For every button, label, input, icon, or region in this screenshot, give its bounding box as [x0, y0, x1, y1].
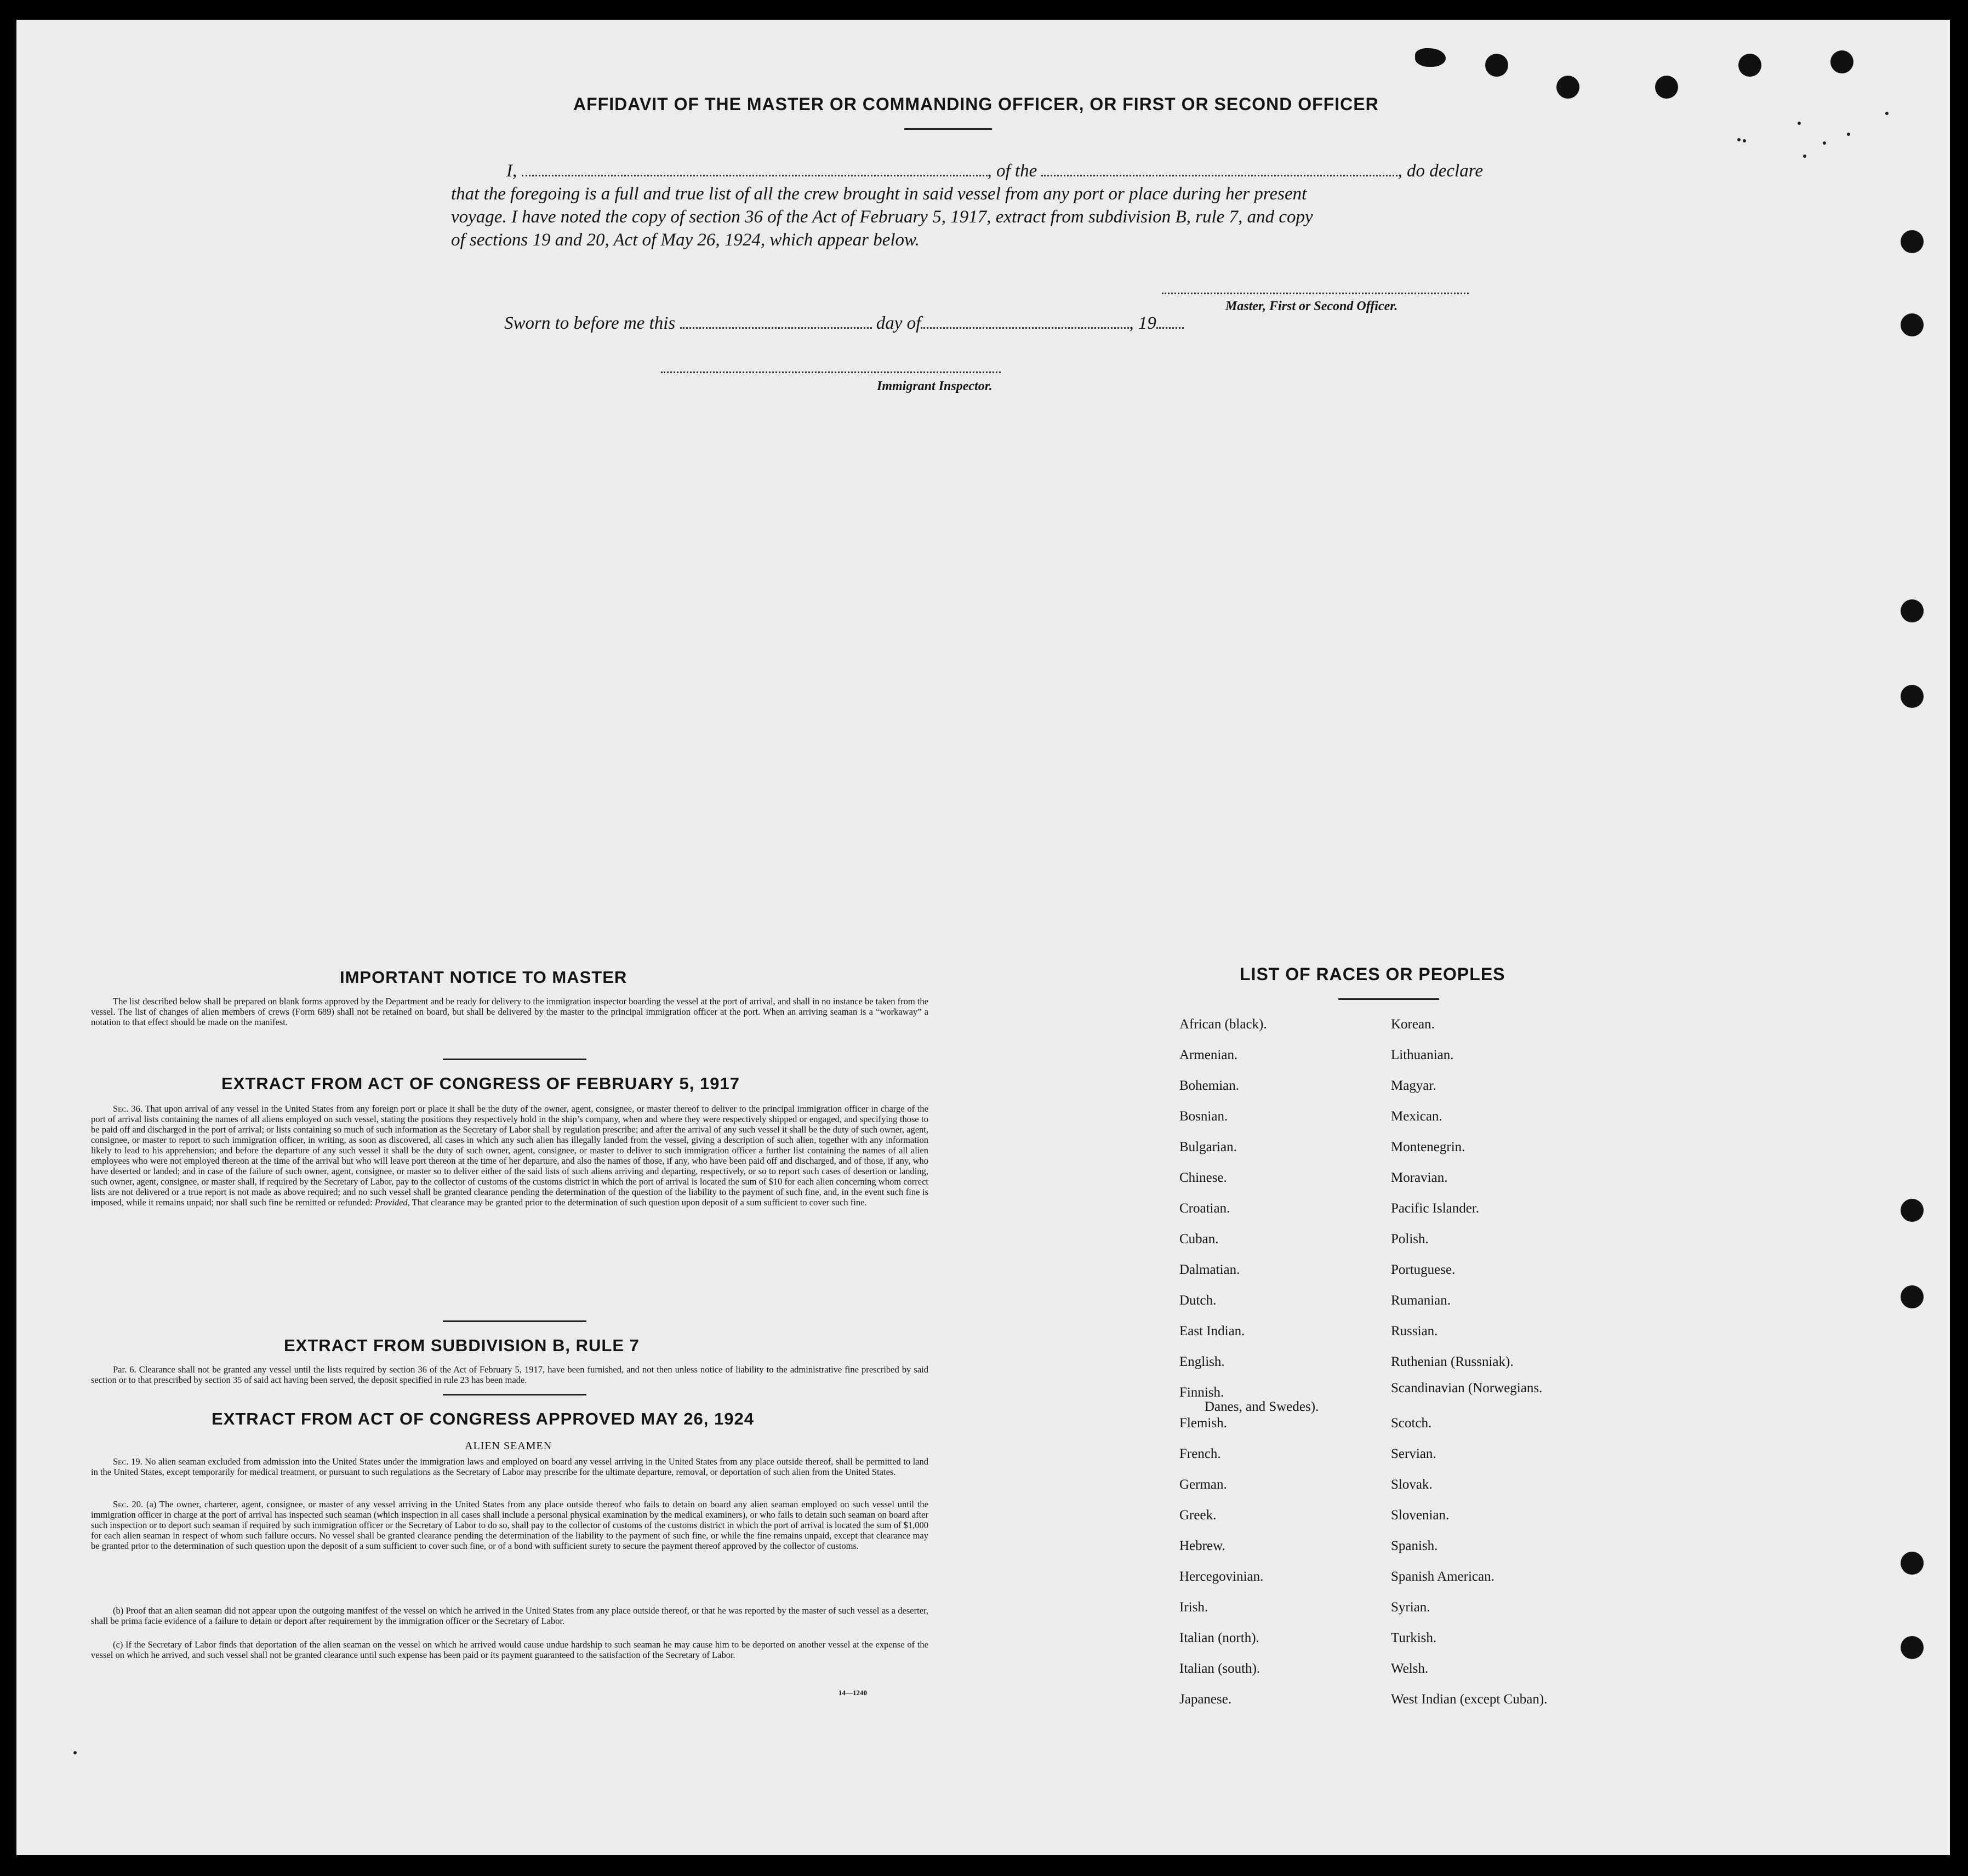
master-label: Master, First or Second Officer.	[1225, 299, 1398, 313]
race-item: Japanese.	[1179, 1692, 1232, 1707]
race-item: Portuguese.	[1391, 1262, 1456, 1277]
race-item: French.	[1179, 1446, 1221, 1461]
races-title-underline	[1338, 998, 1439, 1000]
race-item: Turkish.	[1391, 1631, 1437, 1645]
race-item: Slovak.	[1391, 1477, 1433, 1492]
race-item: Croatian.	[1179, 1201, 1230, 1216]
sec-19-label: Sec. 19.	[113, 1456, 142, 1467]
race-item: Greek.	[1179, 1508, 1217, 1523]
race-item: African (black).	[1179, 1017, 1267, 1032]
ink-speck	[1798, 122, 1801, 125]
sec-36-body: That upon arrival of any vessel in the United States from any foreign port or place it shall be the duty of the owner, agent, consignee, or master thereof to deliver to the principal immigration officer in charge of the port of arrival lists containing the names of all aliens employed on such vessel, stating the positions they respectively hold in the ship’s company, when and where they were respectively shipped or engaged, and specifying those to be paid off and discharged in the port of arrival; or lists containing so much of such information as the Secretary of Labor shall by regulation prescribe; and after the arrival of any such vessel it shall be the duty of such owner, agent, consignee, or master to report to such immigration officer, in writing, as soon as discovered, all cases in which any such alien has illegally landed from the vessel, giving a description of such alien, together with any information likely to lead to his apprehension; and before the departure of any such vessel it shall be the duty of such owner, agent, consignee, or master to deliver to such immigration officer a further list containing the names of all alien employees who were not employed thereon at the time of the arrival but who will leave port thereon at the time of her departure, and also the names of those, if any, who have been paid off and discharged, and of those, if any, who have deserted or landed; and in case of the failure of such owner, agent, consignee, or master so to deliver either of the said lists of such aliens arriving and departing, respectively, or so to report such cases of desertion or landing, such owner, agent, consignee, or master shall, if required by the Secretary of Labor, pay to the collector of customs of the customs district in which the port of arrival is located the sum of $10 for each alien concerning whom correct lists are not delivered or a true report is not made as above required; and no such vessel shall be granted clearance pending the determination of the question of the liability to the payment of such fine, and, in the event such fine is imposed, while it remains unpaid; nor shall such fine be remitted or refunded:	[91, 1103, 929, 1208]
sec-20c-text: (c) If the Secretary of Labor finds that deportation of the alien seaman on the vessel on which he arrived would cause undue hardship to such seaman he may cause him to be deported on another vessel at the expense of the vessel on which he arrived, and such vessel shall not be granted clearance until such expense has been paid or its payment guaranteed to the satisfaction of the Secretary of Labor.	[91, 1639, 928, 1660]
sec-19-text	[91, 1456, 928, 1477]
punch-hole	[1485, 54, 1508, 77]
ink-speck	[1803, 155, 1806, 158]
notice-text: The list described below shall be prepared on blank forms approved by the Department and be ready for delivery to the immigration inspector boarding the vessel at the port of arrival, and shall in no instance be taken from the vessel. The list of changes of alien members of crews (Form 689) shall not be retained on board, but shall be delivered by the master to the principal immigration officer at the port. When an arriving seaman is a “workaway” a notation to that effect should be made on the manifest.	[91, 996, 928, 1027]
declaration-line-3: voyage. I have noted the copy of section 36 of the Act of February 5, 1917, extract from subdivision B, rule 7, and copy	[451, 207, 1313, 227]
races-title: LIST OF RACES OR PEOPLES	[1240, 964, 1505, 984]
punch-hole	[1901, 1636, 1924, 1659]
declare-label: , do declare	[1397, 161, 1483, 181]
race-item: Lithuanian.	[1391, 1048, 1454, 1062]
race-item: Italian (north).	[1179, 1631, 1259, 1645]
inspector-label: Immigrant Inspector.	[877, 379, 992, 393]
race-item: Welsh.	[1391, 1661, 1429, 1676]
race-item: Flemish.	[1179, 1416, 1227, 1431]
ink-speck	[1847, 133, 1850, 136]
race-item: English.	[1179, 1354, 1225, 1369]
punch-hole	[1901, 230, 1924, 253]
sec-36-label: Sec. 36.	[113, 1103, 143, 1114]
race-item: Bulgarian.	[1179, 1140, 1237, 1154]
race-item: Korean.	[1391, 1017, 1435, 1032]
sworn-year-blank[interactable]	[1156, 316, 1184, 329]
race-item: Montenegrin.	[1391, 1140, 1465, 1154]
sec-20-label: Sec. 20.	[113, 1499, 144, 1509]
race-item: Magyar.	[1391, 1078, 1436, 1093]
race-item: Pacific Islander.	[1391, 1201, 1480, 1216]
race-item: Irish.	[1179, 1600, 1208, 1615]
race-item: Bohemian.	[1179, 1078, 1240, 1093]
race-item: Scandinavian (Norwegians.	[1391, 1381, 1543, 1395]
sec-36-end: That clearance may be granted prior to the determination of such question upon deposit of a sum sufficient to cover such fine.	[412, 1197, 867, 1208]
master-signature-blank[interactable]	[1162, 282, 1469, 294]
sec-20a-body: (a) The owner, charterer, agent, consignee, or master of any vessel arriving in the United States from any place outside thereof who fails to detain on board any alien seaman employed on such vessel until the immigration officer in charge at the port of arrival has inspected such seaman (which inspection in all cases shall include a personal physical examination by the medical examiners), or who fails to detain such seaman on board after such inspection or to deport such seaman if required by such immigration officer or the Secretary of Labor to do so, shall pay to the collector of customs of the customs district in which the port of arrival is located the sum of $1,000 for each alien seaman in respect of whom such failure occurs. No vessel shall be granted clearance pending the determination of the liability to the payment of such fine, or while the fine remains unpaid, except that clearance may be granted prior to the determination of such question upon the deposit of a sum sufficient to cover such fine, or of a bond with sufficient surety to secure the payment thereof approved by the collector of customs.	[91, 1499, 928, 1551]
sec-19-body: No alien seaman excluded from admission into the United States under the immigration laws and employed on board any vessel arriving in the United States from any place outside thereof, shall be permitted to land in the United States, except temporarily for medical treatment, or pursuant to such regulations as the Secretary of Labor may prescribe for the ultimate departure, removal, or deportation of such alien from the United States.	[91, 1456, 929, 1477]
race-item: Dutch.	[1179, 1293, 1217, 1308]
punch-hole	[1830, 50, 1853, 73]
race-item: Italian (south).	[1179, 1661, 1260, 1676]
declaration-line-2: that the foregoing is a full and true list of all the crew brought in said vessel from any port or place during her present	[451, 184, 1307, 204]
year-label: , 19	[1129, 313, 1156, 333]
name-blank[interactable]	[522, 164, 988, 176]
race-item: Ruthenian (Russniak).	[1391, 1354, 1514, 1369]
vessel-blank[interactable]	[1041, 164, 1397, 176]
punch-hole	[1556, 76, 1579, 99]
rule-7-text: Par. 6. Clearance shall not be granted any vessel until the lists required by section 36 of the Act of February 5, 1917, have been furnished, and not then unless notice of liability to the administrative fine prescribed by said section or to that prescribed by section 35 of said act having been served, the deposit specified in rule 23 has been made.	[91, 1364, 928, 1385]
ink-speck	[1743, 139, 1746, 142]
race-item: Syrian.	[1391, 1600, 1430, 1615]
race-item: Servian.	[1391, 1446, 1436, 1461]
race-item: Russian.	[1391, 1324, 1438, 1339]
provided-label: Provided,	[374, 1197, 410, 1208]
day-of-label: day of	[876, 313, 921, 333]
race-item: Polish.	[1391, 1232, 1429, 1246]
punch-hole	[1901, 685, 1924, 708]
alien-seamen-subtitle: ALIEN SEAMEN	[465, 1440, 552, 1452]
race-item: Rumanian.	[1391, 1293, 1451, 1308]
sworn-line	[504, 313, 1184, 334]
act-1917-text	[91, 1103, 928, 1208]
race-item: Slovenian.	[1391, 1508, 1450, 1523]
race-item: Dalmatian.	[1179, 1262, 1240, 1277]
race-item: Scotch.	[1391, 1416, 1432, 1431]
race-item: East Indian.	[1179, 1324, 1245, 1339]
form-number: 14—1240	[838, 1689, 867, 1697]
act-1924-title: EXTRACT FROM ACT OF CONGRESS APPROVED MAY 26, 1924	[212, 1409, 754, 1428]
punch-hole	[1901, 1285, 1924, 1308]
race-item: German.	[1179, 1477, 1227, 1492]
race-item: Chinese.	[1179, 1170, 1227, 1185]
punch-hole	[1901, 1199, 1924, 1222]
punch-hole	[1901, 1552, 1924, 1575]
inspector-signature-blank[interactable]	[661, 361, 1001, 373]
race-item: Armenian.	[1179, 1048, 1238, 1062]
sworn-label: Sworn to before me this	[504, 313, 676, 333]
race-item: Hercegovinian.	[1179, 1569, 1264, 1584]
sec-20b-text: (b) Proof that an alien seaman did not appear upon the outgoing manifest of the vessel on which he arrived in the United States from any place outside thereof, or that he was reported by the master of such vessel as a deserter, shall be prima facie evidence of a failure to detain or deport after requirement by the immigration officer or the Secretary of Labor.	[91, 1605, 928, 1626]
punch-hole	[1901, 599, 1924, 622]
race-item: Finnish.	[1179, 1385, 1224, 1400]
notice-title: IMPORTANT NOTICE TO MASTER	[340, 968, 628, 987]
affidavit-title: AFFIDAVIT OF THE MASTER OR COMMANDING OFFICER, OR FIRST OR SECOND OFFICER	[573, 94, 1379, 114]
race-item: Hebrew.	[1179, 1538, 1225, 1553]
race-item: Danes, and Swedes).	[1205, 1399, 1319, 1414]
punch-hole	[1655, 76, 1678, 99]
declaration-line-4: of sections 19 and 20, Act of May 26, 1924, which appear below.	[451, 230, 920, 250]
ink-speck	[1885, 112, 1889, 115]
race-item: Bosnian.	[1179, 1109, 1228, 1124]
declaration-line-1	[506, 161, 1483, 181]
race-item: Moravian.	[1391, 1170, 1448, 1185]
divider	[443, 1394, 586, 1395]
punch-hole	[1738, 54, 1761, 77]
title-underline	[904, 128, 992, 130]
sec-20a-text	[91, 1499, 928, 1551]
race-item: Mexican.	[1391, 1109, 1442, 1124]
ink-speck	[1737, 138, 1741, 141]
sworn-day-blank[interactable]	[680, 316, 872, 329]
divider	[443, 1059, 586, 1060]
document-page	[16, 20, 1950, 1855]
sworn-month-blank[interactable]	[921, 316, 1129, 329]
of-the-label: , of the	[987, 161, 1037, 181]
race-item: Spanish American.	[1391, 1569, 1494, 1584]
race-item: West Indian (except Cuban).	[1391, 1692, 1548, 1707]
race-item: Spanish.	[1391, 1538, 1438, 1553]
i-label: I,	[506, 161, 517, 181]
punch-hole	[1415, 48, 1446, 67]
divider	[443, 1320, 586, 1322]
act-1917-title: EXTRACT FROM ACT OF CONGRESS OF FEBRUARY 5, 1917	[221, 1074, 740, 1093]
punch-hole	[1901, 313, 1924, 336]
race-item: Cuban.	[1179, 1232, 1219, 1246]
ink-speck	[73, 1751, 77, 1754]
rule-7-title: EXTRACT FROM SUBDIVISION B, RULE 7	[284, 1336, 640, 1355]
ink-speck	[1823, 141, 1826, 145]
